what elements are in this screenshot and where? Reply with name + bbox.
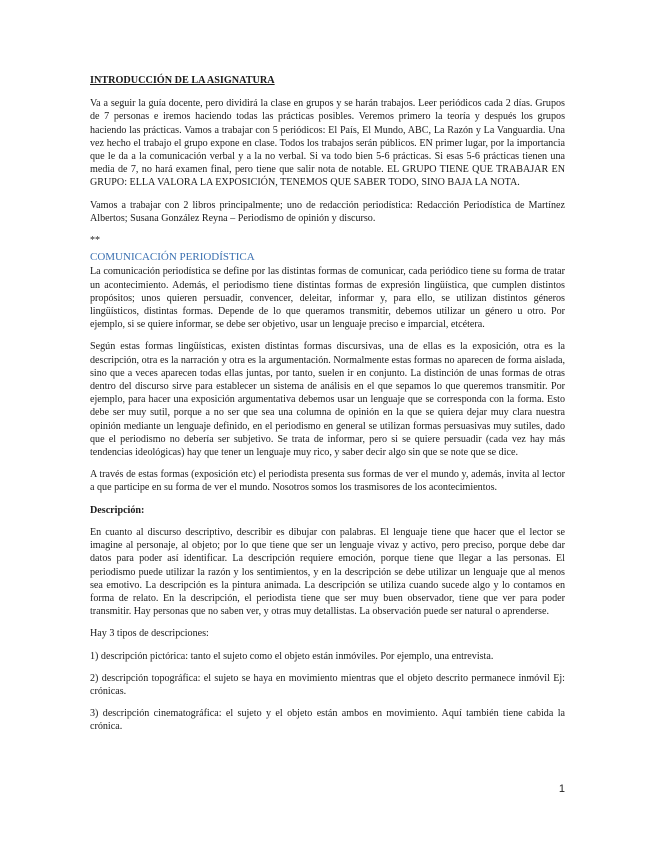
intro-paragraph-2: Vamos a trabajar con 2 libros principalmente; uno de redacción periodística: Redacción Periodística de Martínez Albertos; Susana González Reyna – Periodismo de opinión y discurso.	[90, 199, 565, 224]
description-type-1: 1) descripción pictórica: tanto el sujeto como el objeto están inmóviles. Por ejemplo, una entrevista.	[90, 650, 494, 662]
description-heading: Descripción:	[90, 504, 145, 516]
communication-paragraph-3: A través de estas formas (exposición etc) el periodista presenta sus formas de ver el mundo y, además, invita al lector a que participe en su forma de ver el mundo. Nosotros somos los trasmisores de los acontecimientos.	[90, 469, 565, 494]
description-type-3: 3) descripción cinematográfica: el sujeto y el objeto están ambos en movimiento. Aquí también tiene cabida la crónica.	[90, 708, 565, 733]
section-heading: COMUNICACIÓN PERIODÍSTICA	[90, 251, 255, 264]
communication-paragraph-2: Según estas formas lingüísticas, existen distintas formas discursivas, una de ellas es la exposición, otra es la descripción, otra es la narración y otra es la argumentación. Normalmente estas formas no aparecen de forma aislada, sino que a veces aparecen todas ellas juntas, por tanto, suelen ir en conjunto. La distinción de unas formas de otras dentro del discurso sirve para establecer un sistema de análisis en el que sepamos lo que queremos transmitir. Por ejemplo, para hacer una exposición argumentativa debemos usar un lenguaje que se corresponda con la forma. Esto debe ser muy sutil, porque a no ser que sea una columna de opinión en la que se quiera dejar muy clara nuestra opinión mediante un lenguaje definido, en el periodismo en general se utilizan formas persuasivas muy sutiles, dado que el periodismo no debería ser subjetivo. Se trata de informar, pero si se quiere persuadir (cada vez hay más tendencias ideológicas) hay que tener un lenguaje muy rico, y saber decir algo sin que se note que se dice.	[90, 341, 565, 459]
intro-paragraph-1: Va a seguir la guía docente, pero dividirá la clase en grupos y se harán trabajos. Leer periódicos cada 2 días. Grupos de 7 personas e iremos haciendo todas las prácticas posibles. Veremos primero la teoría y después los grupos haciendo las prácticas. Vamos a trabajar con 5 periódicos: El País, El Mundo, ABC, La Razón y La Vanguardia. Una vez hecho el trabajo el grupo expone en clase. Todos los trabajos serán públicos. EN primer lugar, por la importancia que le da a la comunicación verbal y a la no verbal. Si va todo bien 5-6 prácticas. Si esas 5-6 prácticas tienen una media de 7, no hará examen final, pero tiene que salir nota de notable. EL GRUPO TIENE QUE TRABAJAR EN GRUPO: ELLA VALORA LA EXPOSICIÓN, TENEMOS QUE SABER TODO, SINO BAJA LA NOTA.	[90, 98, 565, 189]
communication-paragraph-1: La comunicación periodística se define por las distintas formas de comunicar, cada periódico tiene su forma de tratar un acontecimiento. Además, el periodismo tiene distintas formas de expresión lingüística, que cumplen distintos propósitos; unos quieren persuadir, convencer, deleitar, informar y, para ello, se utilizan distintos géneros lingüísticos, distintas formas. Depende de lo que queramos transmitir, debemos utilizar un género u otro. Por ejemplo, si se quiere informar, se debe ser objetivo, usar un lenguaje preciso e imparcial, etcétera.	[90, 266, 565, 331]
document-title: INTRODUCCIÓN DE LA ASIGNATURA	[90, 75, 275, 86]
separator-stars: **	[90, 235, 101, 247]
description-type-2: 2) descripción topográfica: el sujeto se haya en movimiento mientras que el objeto descrito permanece inmóvil Ej: crónicas.	[90, 672, 565, 697]
description-paragraph-1: En cuanto al discurso descriptivo, describir es dibujar con palabras. El lenguaje tiene que hacer que el lector se imagine al personaje, al objeto; por lo que tiene que ser un lenguaje vivaz y activo, pero preciso, porque debe dar datos para poder así identificar. La descripción requiere emoción, porque tiene que llegar a las personas. El periodismo puede utilizar la razón y los sentimientos, y en la descripción se debe utilizar un lenguaje que al menos sea emotivo. La descripción es la pintura animada. La descripción se utiliza cuando sucede algo y lo contamos en forma de relato. En la descripción, el periodista tiene que ser muy buen observador, tiene que ver para poder transmitir. Hay personas que no saben ver, y otras muy detallistas. La observación puede ser natural o aprenderse.	[90, 526, 565, 618]
page-number: 1	[558, 783, 565, 795]
description-types-intro: Hay 3 tipos de descripciones:	[90, 628, 209, 640]
